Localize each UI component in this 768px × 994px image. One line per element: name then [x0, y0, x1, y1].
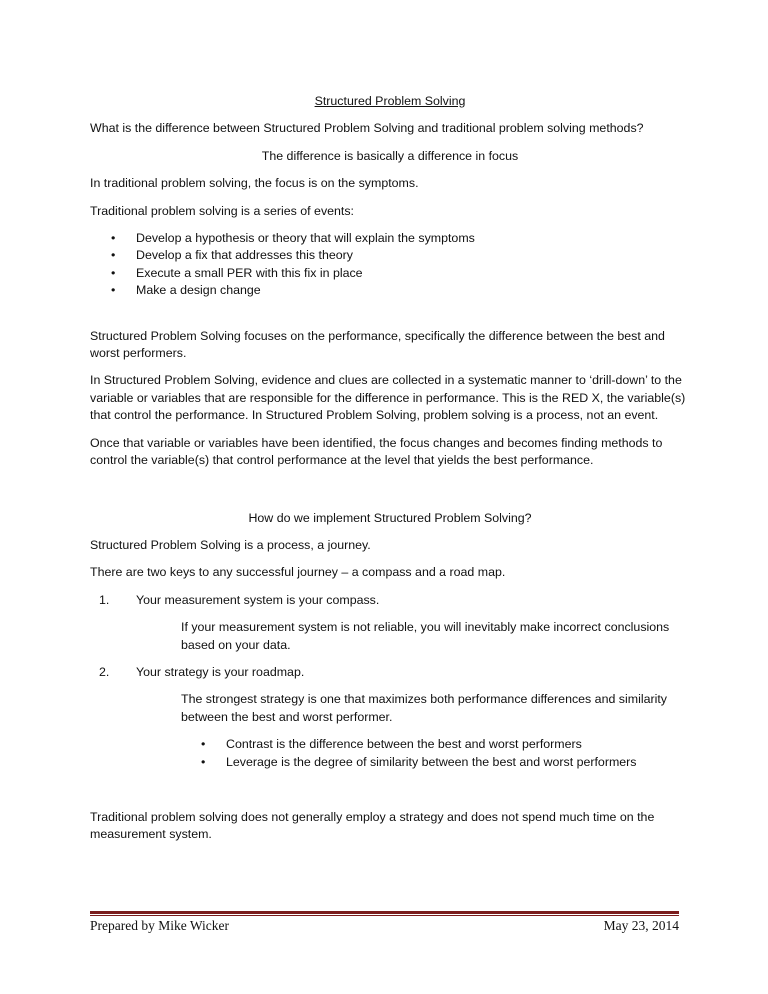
item-label: Your strategy is your roadmap.: [136, 664, 305, 679]
sps-evidence-paragraph: In Structured Problem Solving, evidence and clues are collected in a systematic manner to ‘drill-down’ to the variable or variables that are responsible for the difference in performance. This is the RED X, the variable(s) that control the performance. In Structured Problem Solving, problem solving is a process, not an event.: [90, 373, 686, 423]
footer-date: May 23, 2014: [603, 918, 679, 933]
roadmap-detail: The strongest strategy is one that maximizes both performance differences and similarity between the best and worst performer.: [181, 692, 667, 724]
two-keys-paragraph: There are two keys to any successful journey – a compass and a road map.: [90, 565, 506, 580]
sps-identified-paragraph: Once that variable or variables have been identified, the focus changes and becomes finding methods to control the variable(s) that control performance at the level that yields the best performance.: [90, 435, 663, 468]
bullet-icon: •: [111, 283, 116, 298]
item-label: Your measurement system is your compass.: [136, 592, 380, 607]
bullet-icon: •: [111, 231, 116, 246]
answer-centered: The difference is basically a difference in focus: [261, 148, 519, 163]
question-paragraph: What is the difference between Structured Problem Solving and traditional problem solving methods?: [90, 121, 644, 136]
bullet-icon: •: [111, 248, 116, 263]
closing-paragraph: Traditional problem solving does not generally employ a strategy and does not spend much time on the measurement system.: [90, 809, 655, 842]
traditional-steps-list: [90, 230, 690, 300]
bullet-icon: •: [201, 754, 206, 769]
document-body: [90, 93, 690, 844]
footer-rule: [90, 911, 679, 914]
sps-journey-paragraph: Structured Problem Solving is a process, a journey.: [90, 537, 371, 552]
item-number: 2.: [99, 664, 110, 679]
strategy-bullets-list: [90, 736, 690, 771]
traditional-focus-paragraph: In traditional problem solving, the focus is on the symptoms.: [90, 176, 419, 191]
footer-author: Prepared by Mike Wicker: [90, 918, 230, 933]
footer-rule-thin: [90, 915, 679, 916]
document-title: Structured Problem Solving: [314, 94, 466, 108]
sps-focus-paragraph: Structured Problem Solving focuses on the performance, specifically the difference between the best and worst performers.: [90, 328, 665, 361]
list-item: [90, 265, 690, 282]
list-item: [90, 282, 690, 299]
list-item-text: Develop a fix that addresses this theory: [136, 248, 353, 263]
list-item: [90, 754, 690, 771]
list-item-text: Develop a hypothesis or theory that will explain the symptoms: [136, 231, 475, 246]
bullet-icon: •: [111, 265, 116, 280]
list-item: [90, 247, 690, 264]
traditional-series-paragraph: Traditional problem solving is a series of events:: [90, 203, 354, 218]
compass-detail: If your measurement system is not reliable, you will inevitably make incorrect conclusions based on your data.: [181, 620, 670, 652]
list-item: [90, 230, 690, 247]
numbered-item-roadmap: [90, 664, 690, 681]
list-item-text: Leverage is the degree of similarity between the best and worst performers: [226, 754, 637, 769]
item-number: 1.: [99, 592, 110, 607]
numbered-item-compass: [90, 592, 690, 609]
list-item: [90, 736, 690, 753]
list-item-text: Make a design change: [136, 283, 261, 298]
list-item-text: Execute a small PER with this fix in place: [136, 265, 363, 280]
implement-heading: How do we implement Structured Problem Solving?: [248, 510, 532, 525]
bullet-icon: •: [201, 737, 206, 752]
list-item-text: Contrast is the difference between the best and worst performers: [226, 737, 582, 752]
